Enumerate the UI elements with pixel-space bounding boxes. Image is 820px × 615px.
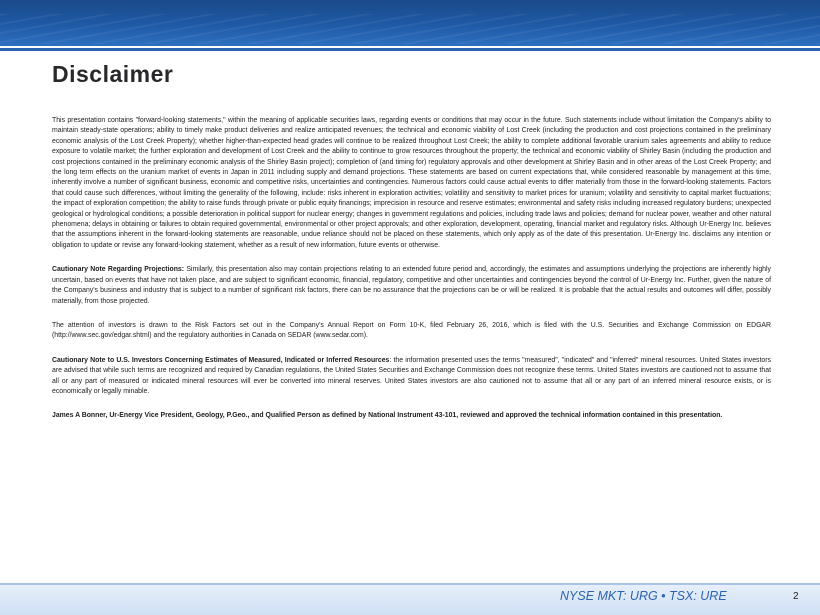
forward-looking-paragraph xyxy=(52,116,771,251)
us-investors-text: : the information presented uses the terms "measured", "indicated" and "inferred" mineral resources. United States investors are advised that while such terms are recognized and required by Canadian regulations, the United States Securities and Exchange Commission does not recognize these terms. United States investors are cautioned not to assume that all or any part of measured or indicated mineral resources will ever be converted into mineral reserves. United States investors are also cautioned not to assume that all or any part of an inferred mineral resource exists, or is economically or legally minable. xyxy=(52,356,771,395)
header-divider-blue xyxy=(0,48,820,51)
page-number: 2 xyxy=(793,591,799,602)
risk-factors-text: The attention of investors is drawn to the Risk Factors set out in the Company's Annual Report on Form 10-K, filed February 26, 2016, which is filed with the U.S. Securities and Exchange Commission on EDGAR (http://www.sec.gov/edgar.shtml) and the regulatory authorities in Canada on SEDAR (www.sedar.com). xyxy=(52,321,771,340)
footer-divider xyxy=(0,583,820,585)
projections-paragraph xyxy=(52,265,771,307)
slide-title: Disclaimer xyxy=(52,61,174,87)
projections-lead: Cautionary Note Regarding Projections: xyxy=(52,266,185,274)
disclaimer-body xyxy=(52,116,771,436)
us-investors-lead: Cautionary Note to U.S. Investors Concerning Estimates of Measured, Indicated or Inferred Resources xyxy=(52,356,390,364)
forward-looking-text: This presentation contains "forward-looking statements," within the meaning of applicable securities laws, regarding events or conditions that may occur in the future. Such statements include without limitation the Company's ability to maintain steady-state operations; ability to timely make product deliveries and realize anticipated revenues; the technical and economic viability of Lost Creek (including the production and cost projections contained in the preliminary economic analysis of the Lost Creek Property); whether higher-than-expected head grades will continue to be realized throughout Lost Creek; the ability to complete additional favorable uranium sales agreements and ability to reduce exposure to volatile market; the further exploration and development of Lost Creek and the ability to continue to grow resources throughout the property; the technical and economic viability of Shirley Basin (including the production and cost projections contained in the preliminary economic analysis of the Shirley Basin project); completion of (and timing for) regulatory approvals and other development at Shirley Basin and in other areas of the Lost Creek Property; and the long term effects on the uranium market of events in Japan in 2011 including supply and demand projections. These statements are based on current expectations that, while considered reasonable by management at this time, inherently involve a number of significant business, economic and competitive risks, uncertainties and contingencies. Numerous factors could cause actual events to differ materially from those in the forward-looking statements. Factors that could cause such differences, without limiting the generality of the following, include: risks inherent in exploration activities; volatility and sensitivity to market prices for uranium; volatility and sensitivity to capital market fluctuations; the impact of exploration competition; the ability to raise funds through private or public equity financings; imprecision in resource and reserve estimates; environmental and safety risks including increased regulatory burdens; unexpected geological or hydrological conditions; a possible deterioration in political support for nuclear energy; changes in government regulations and policies, including trade laws and policies; demand for nuclear power, weather and other natural phenomena; delays in obtaining or failures to obtain required governmental, environmental or other project approvals; and other exploration, development, operating, financial market and regulatory risks. Although Ur-Energy Inc. believes that the assumptions inherent in the forward-looking statements are reasonable, undue reliance should not be placed on these statements, which only apply as of the date of this presentation. Ur-Energy Inc. disclaims any intention or obligation to update or revise any forward-looking statement, whether as a result of new information, future events or otherwise. xyxy=(52,117,771,249)
us-investors-paragraph xyxy=(52,356,771,398)
risk-factors-paragraph xyxy=(52,321,771,342)
projections-text: Similarly, this presentation also may contain projections relating to an extended future period and, accordingly, the estimates and assumptions underlying the projections are inherently highly uncertain, based on events that have not taken place, and are subject to significant economic, financial, regulatory, competitive and other uncertainties and contingencies beyond the control of Ur-Energy Inc. Further, given the nature of the Company's business and industry that is subject to a number of significant risk factors, there can be no assurance that the projections can be or will be realized. It is probable that the actual results and outcomes will differ, possibly materially, from those projected. xyxy=(52,266,771,305)
header-band xyxy=(0,0,820,46)
footer-ticker-symbols: NYSE MKT: URG • TSX: URE xyxy=(560,589,727,603)
qualified-person-statement: James A Bonner, Ur-Energy Vice President, Geology, P.Geo., and Qualified Person as defined by National Instrument 43-101, reviewed and approved the technical information contained in this presentation. xyxy=(52,412,723,420)
